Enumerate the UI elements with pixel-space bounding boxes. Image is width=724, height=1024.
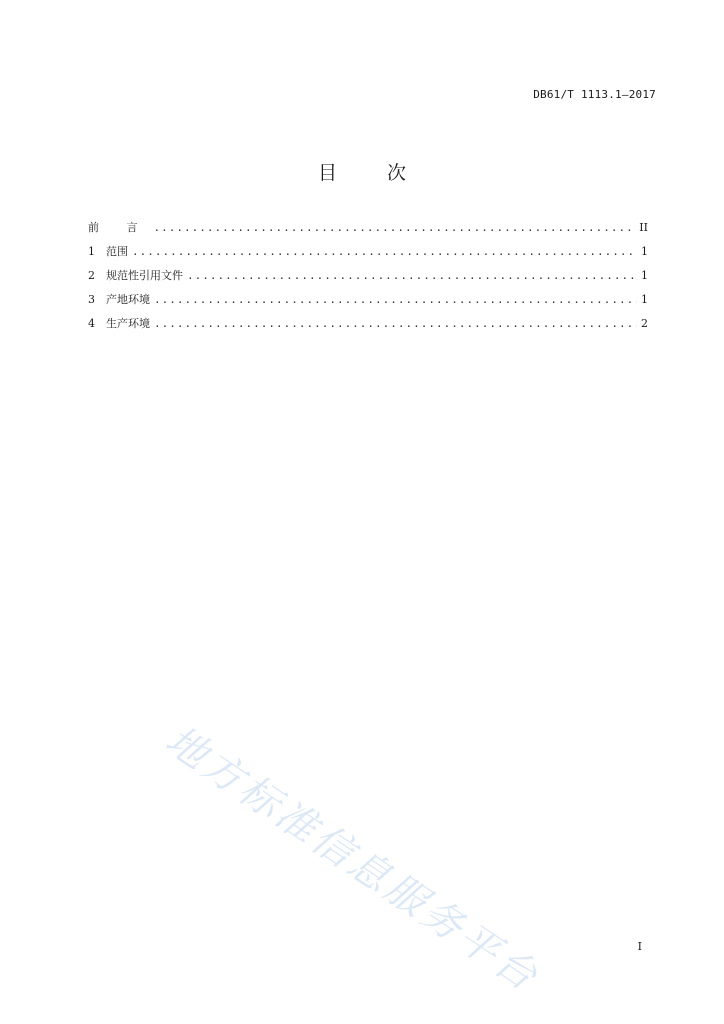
toc-leader-dots bbox=[154, 293, 637, 306]
toc-entry-title: 产地环境 bbox=[106, 293, 150, 306]
toc-entry-page: II bbox=[639, 221, 648, 234]
toc-entry-title: 规范性引用文件 bbox=[106, 269, 183, 282]
toc-entry-title: 范围 bbox=[106, 245, 128, 258]
toc-entry-page: 2 bbox=[641, 317, 648, 330]
toc-entry-production-environment[interactable] bbox=[88, 315, 648, 339]
watermark: 地方标准信息服务平台 bbox=[157, 717, 548, 1002]
toc-entry-foreword[interactable] bbox=[88, 219, 648, 243]
toc-entry-page: 1 bbox=[641, 269, 648, 282]
toc-entry-scope[interactable] bbox=[88, 243, 648, 267]
toc-leader-dots bbox=[187, 269, 637, 282]
toc-leader-dots bbox=[132, 245, 637, 258]
toc-entry-page: 1 bbox=[641, 245, 648, 258]
toc-entry-title: 生产环境 bbox=[106, 317, 150, 330]
document-code: DB61/T 1113.1—2017 bbox=[533, 88, 656, 101]
toc-entry-number: 1 bbox=[88, 245, 95, 258]
toc-leader-dots bbox=[154, 317, 637, 330]
page-number: I bbox=[637, 940, 642, 953]
toc-entry-page: 1 bbox=[641, 293, 648, 306]
toc-entry-number: 3 bbox=[88, 293, 95, 306]
toc-list bbox=[88, 219, 648, 339]
toc-entry-production-area[interactable] bbox=[88, 291, 648, 315]
toc-entry-normative-references[interactable] bbox=[88, 267, 648, 291]
toc-title: 目 次 bbox=[317, 162, 429, 184]
toc-entry-number: 4 bbox=[88, 317, 95, 330]
toc-entry-title: 前 言 bbox=[88, 221, 150, 234]
toc-entry-number: 2 bbox=[88, 269, 95, 282]
toc-leader-dots bbox=[154, 221, 636, 234]
